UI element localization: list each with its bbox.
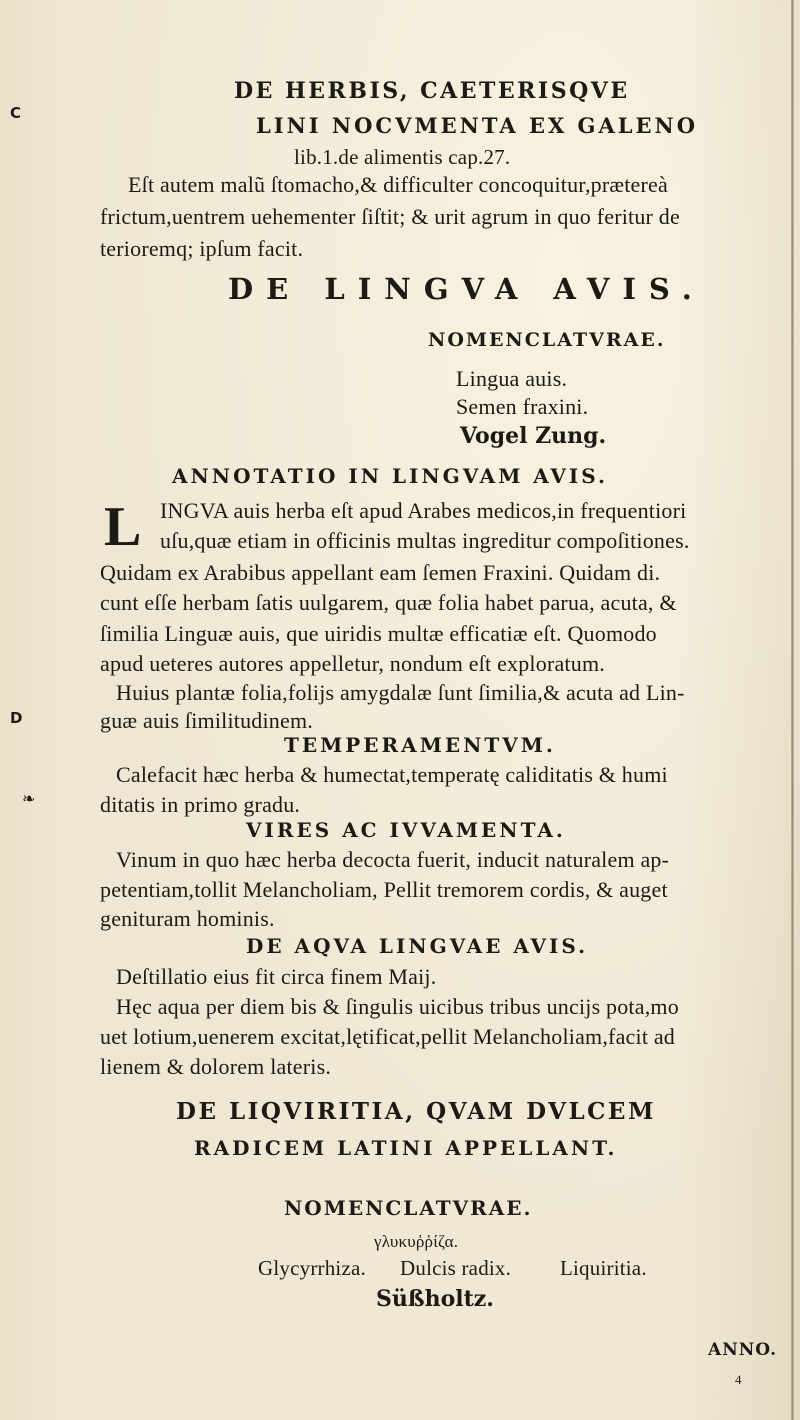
- annotation-line: cunt eſſe herbam ſatis uulgarem, quæ folia habet parua, acuta, &: [100, 590, 677, 615]
- temperament-line: Calefacit hæc herba & humectat,temperatę caliditatis & humi: [116, 762, 668, 787]
- name-german: Vogel Zung.: [460, 423, 607, 449]
- chapter-subtitle-liquiritia: RADICEM LATINI APPELLANT.: [194, 1136, 618, 1160]
- name-latin: Lingua auis.: [456, 366, 568, 391]
- annotation-line: uſu,quæ etiam in officinis multas ingreditur compoſitiones.: [160, 528, 690, 553]
- paragraph-lini-line: Eſt autem malũ ſtomacho,& difficulter concoquitur,prætereà: [128, 172, 668, 197]
- name-latin: Glycyrrhiza.: [258, 1256, 366, 1280]
- aqua-line: Hęc aqua per diem bis & ſingulis uicibus tribus uncijs pota,mo: [116, 994, 679, 1019]
- annotation-line: Quidam ex Arabibus appellant eam ſemen Fraxini. Quidam di.: [100, 560, 661, 585]
- drop-cap: L: [104, 496, 142, 558]
- paragraph-lini-line: frictum,uentrem uehementer ſiſtit; & urit agrum in quo feritur de: [100, 204, 680, 229]
- virtues-heading: VIRES AC IVVAMENTA.: [246, 818, 566, 842]
- name-latin: Liquiritia.: [560, 1256, 647, 1280]
- temperament-heading: TEMPERAMENTVM.: [284, 733, 556, 757]
- name-greek: γλυκυῤῥίζα.: [374, 1232, 459, 1251]
- catchword: ANNO.: [708, 1340, 777, 1360]
- paragraph-lini-line: terioremq; ipſum facit.: [100, 236, 304, 261]
- signature-mark: 4: [735, 1372, 742, 1387]
- aqua-line: uet lotium,uenerem excitat,lętificat,pellit Melancholiam,facit ad: [100, 1024, 675, 1049]
- aqua-line: Deſtillatio eius fit circa finem Maij.: [116, 964, 437, 989]
- margin-letter-d: D: [10, 709, 23, 727]
- aqua-heading: DE AQVA LINGVAE AVIS.: [246, 934, 589, 958]
- margin-letter-c: C: [10, 104, 22, 122]
- chapter-title-lingua-avis: DE LINGVA AVIS.: [228, 272, 705, 306]
- name-latin: Semen fraxini.: [456, 394, 589, 419]
- virtues-line: Vinum in quo hæc herba decocta fuerit, inducit naturalem ap-: [116, 847, 670, 872]
- virtues-line: genituram hominis.: [100, 906, 275, 931]
- fleuron-ornament: ❧: [22, 789, 36, 808]
- virtues-line: petentiam,tollit Melancholiam, Pellit tremorem cordis, & auget: [100, 877, 668, 902]
- annotation-line: INGVA auis herba eſt apud Arabes medicos,in frequentiori: [160, 498, 687, 523]
- chapter-title-liquiritia: DE LIQVIRITIA, QVAM DVLCEM: [176, 1098, 656, 1125]
- aqua-line: lienem & dolorem lateris.: [100, 1054, 332, 1079]
- annotation-line: Huius plantæ folia,folijs amygdalæ ſunt ſimilia,& acuta ad Lin-: [116, 680, 685, 705]
- annotation-heading: ANNOTATIO IN LINGVAM AVIS.: [172, 464, 608, 488]
- source-reference: lib.1.de alimentis cap.27.: [294, 145, 511, 169]
- annotation-line: ſimilia Linguæ auis, que uiridis multæ efficatiæ eſt. Quomodo: [100, 621, 657, 646]
- name-latin: Dulcis radix.: [400, 1256, 512, 1280]
- running-title: DE HERBIS, CAETERISQVE: [234, 78, 630, 104]
- annotation-line: apud ueteres autores appelletur, nondum eſt exploratum.: [100, 651, 605, 676]
- annotation-line: guæ auis ſimilitudinem.: [100, 708, 313, 733]
- nomenclature-heading: NOMENCLATVRAE.: [284, 1196, 533, 1220]
- nomenclature-heading: NOMENCLATVRAE.: [428, 329, 666, 351]
- name-german: Süßholtz.: [376, 1286, 494, 1312]
- section-title-lini: LINI NOCVMENTA EX GALENO: [256, 113, 699, 138]
- page-edge-rule: [791, 0, 794, 1420]
- temperament-line: ditatis in primo gradu.: [100, 792, 301, 817]
